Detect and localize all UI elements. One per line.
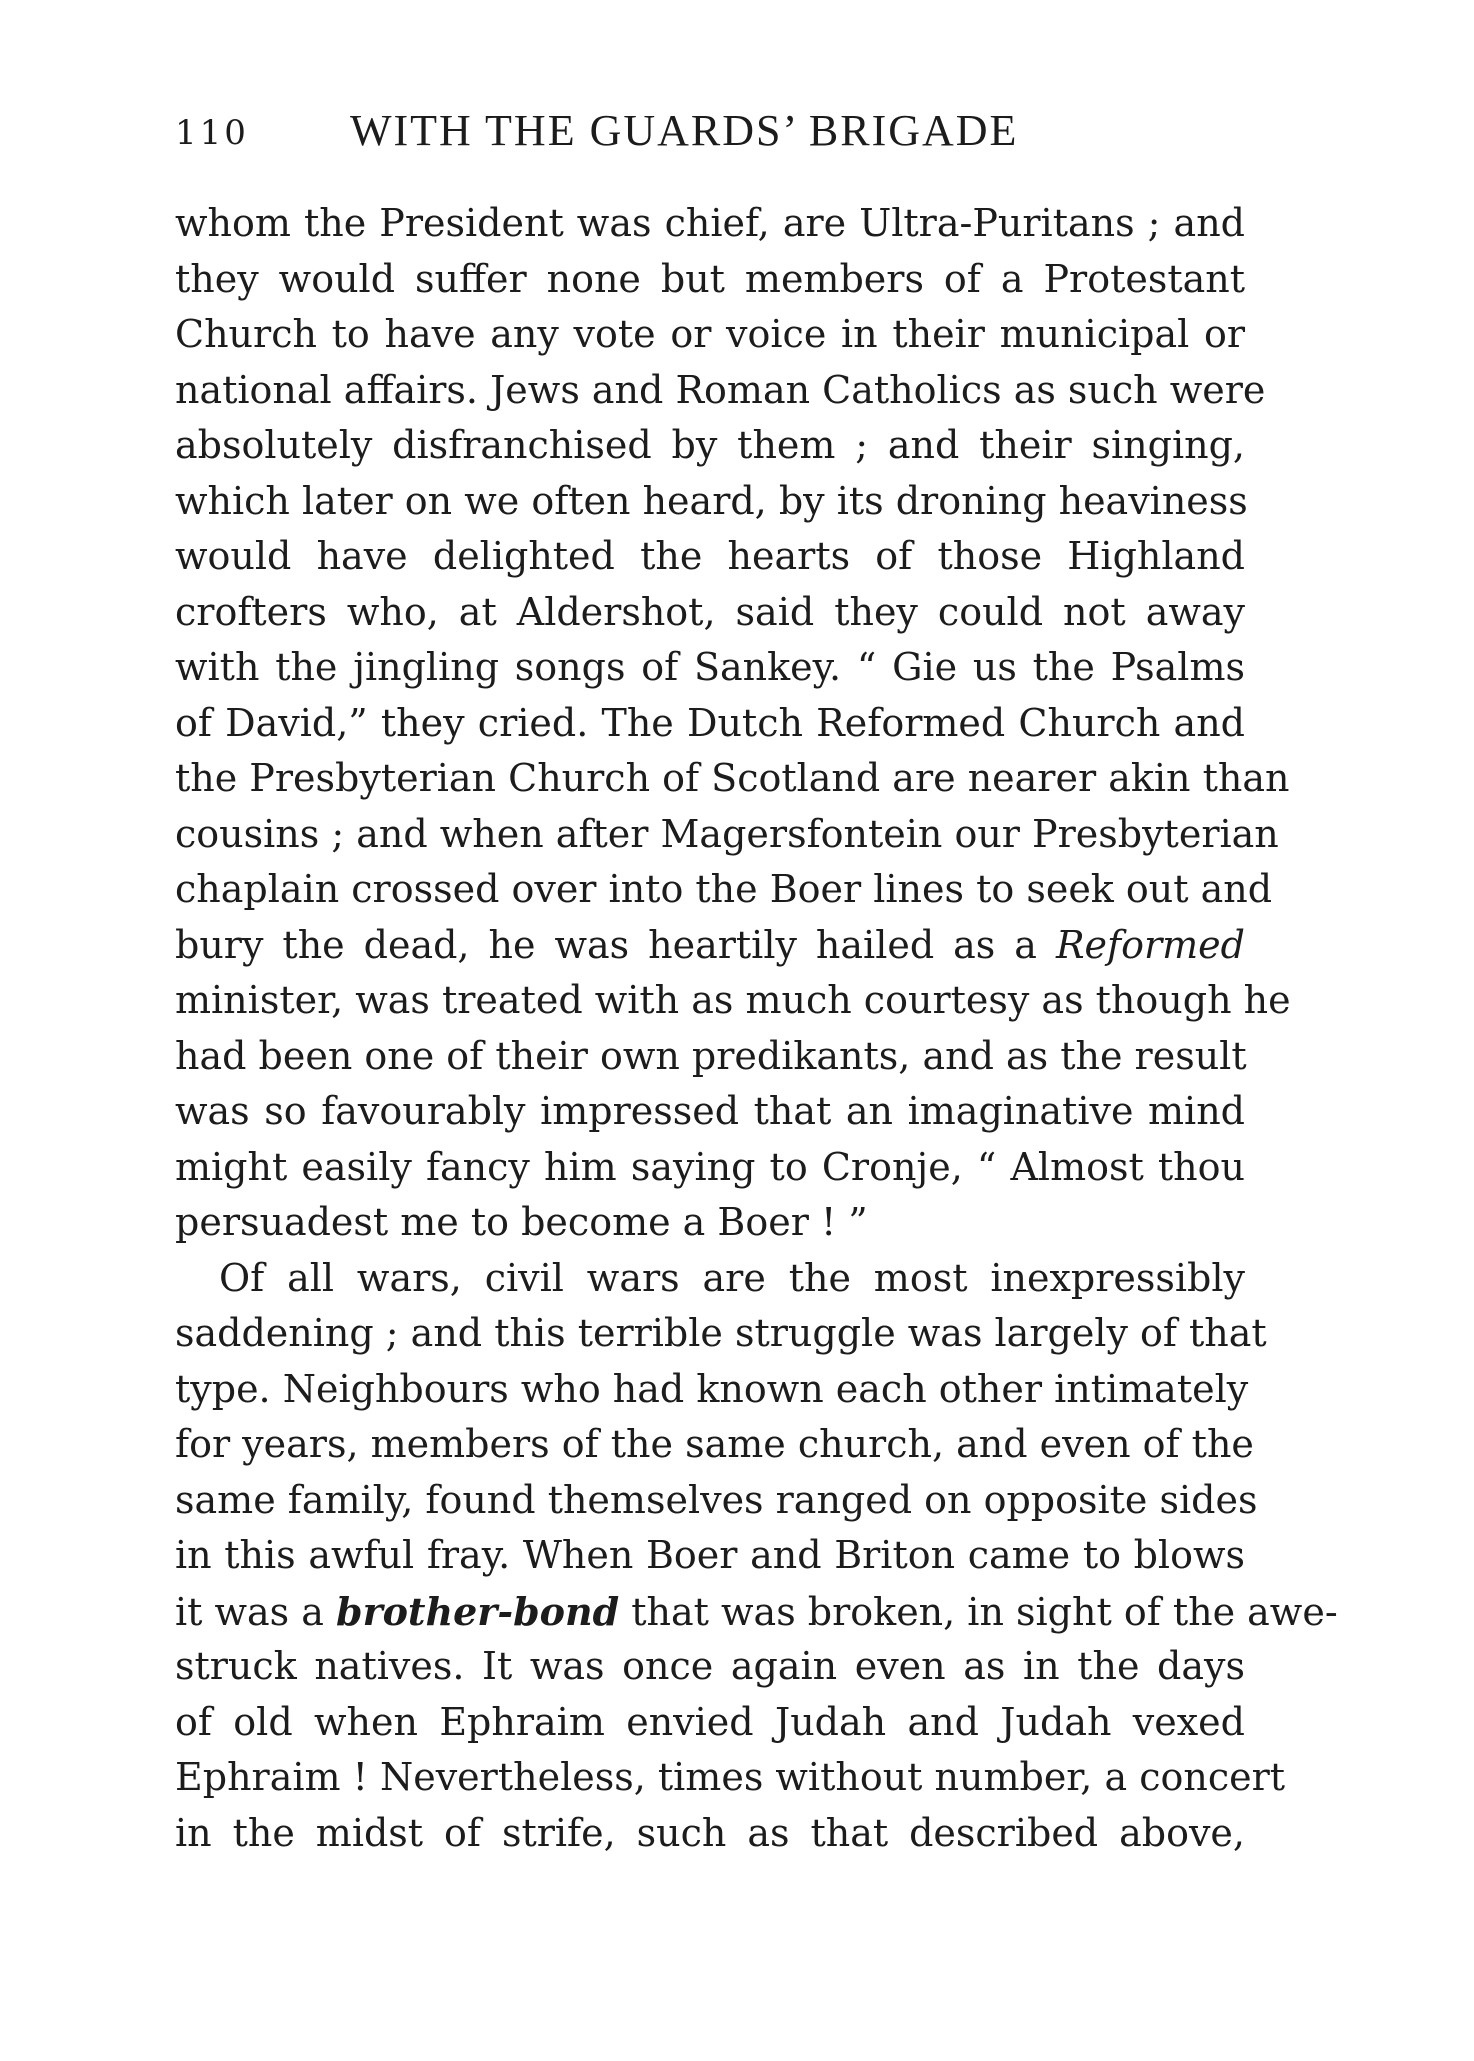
text-line: had been one of their own predikants, and as the result <box>175 1033 1247 1078</box>
text-line-last: persuadest me to become a Boer ! ” <box>175 1200 868 1244</box>
page-number: 110 <box>175 113 249 153</box>
text-line-brother-bond <box>175 1584 1338 1640</box>
text-line: might easily fancy him saying to Cronje, “ Almost thou <box>175 1144 1245 1189</box>
text-line: for years, members of the same church, and even of the <box>175 1422 1254 1466</box>
text-line: in this awful fray. When Boer and Briton came to blows <box>175 1533 1245 1577</box>
text-line: same family, found themselves ranged on opposite sides <box>175 1477 1258 1522</box>
text-line: Ephraim ! Nevertheless, times without number, a concert <box>175 1755 1286 1799</box>
text-line: in the midst of strife, such as that described above, <box>175 1810 1245 1855</box>
text-line: chaplain crossed over into the Boer lines to seek out and <box>175 867 1273 911</box>
bold-italic-word: brother-bond <box>336 1588 620 1634</box>
text-line: type. Neighbours who had known each other intimately <box>175 1366 1249 1411</box>
text-line: of old when Ephraim envied Judah and Judah vexed <box>175 1699 1245 1744</box>
text-line: was so favourably impressed that an imaginative mind <box>175 1089 1245 1133</box>
text-line: with the jingling songs of Sankey. “ Gie us the Psalms <box>175 645 1245 689</box>
text-line: cousins ; and when after Magersfontein our Presbyterian <box>175 811 1279 856</box>
paragraph-first-line: Of all wars, civil wars are the most inexpressibly <box>219 1255 1245 1300</box>
text-line: the Presbyterian Church of Scotland are nearer akin than <box>175 756 1290 800</box>
line-text: bury the dead, he was heartily hailed as a <box>175 922 1056 967</box>
line-text: that was broken, in sight of the awe- <box>619 1589 1338 1634</box>
text-line: minister, was treated with as much courtesy as though he <box>175 978 1291 1022</box>
page-header <box>175 105 1255 165</box>
body-text <box>175 196 1338 1861</box>
text-line: saddening ; and this terrible struggle was largely of that <box>175 1311 1267 1355</box>
text-line: they would suffer none but members of a Protestant <box>175 256 1245 301</box>
text-line-reformed <box>175 918 1245 974</box>
text-line: struck natives. It was once again even as in the days <box>175 1644 1245 1688</box>
running-head: WITH THE GUARDS’ BRIGADE <box>350 106 1019 155</box>
text-line: crofters who, at Aldershot, said they could not away <box>175 589 1245 634</box>
line-text: it was a <box>175 1589 336 1634</box>
text-line: which later on we often heard, by its droning heaviness <box>175 478 1248 523</box>
text-line: whom the President was chief, are Ultra-Puritans ; and <box>175 201 1245 245</box>
text-line: of David,” they cried. The Dutch Reformed Church and <box>175 700 1245 745</box>
italic-word: Reformed <box>1055 922 1245 967</box>
text-line: national affairs. Jews and Roman Catholics as such were <box>175 367 1266 412</box>
text-line: absolutely disfranchised by them ; and their singing, <box>175 423 1245 467</box>
text-line: would have delighted the hearts of those Highland <box>175 534 1245 578</box>
text-line: Church to have any vote or voice in their municipal or <box>175 312 1245 356</box>
